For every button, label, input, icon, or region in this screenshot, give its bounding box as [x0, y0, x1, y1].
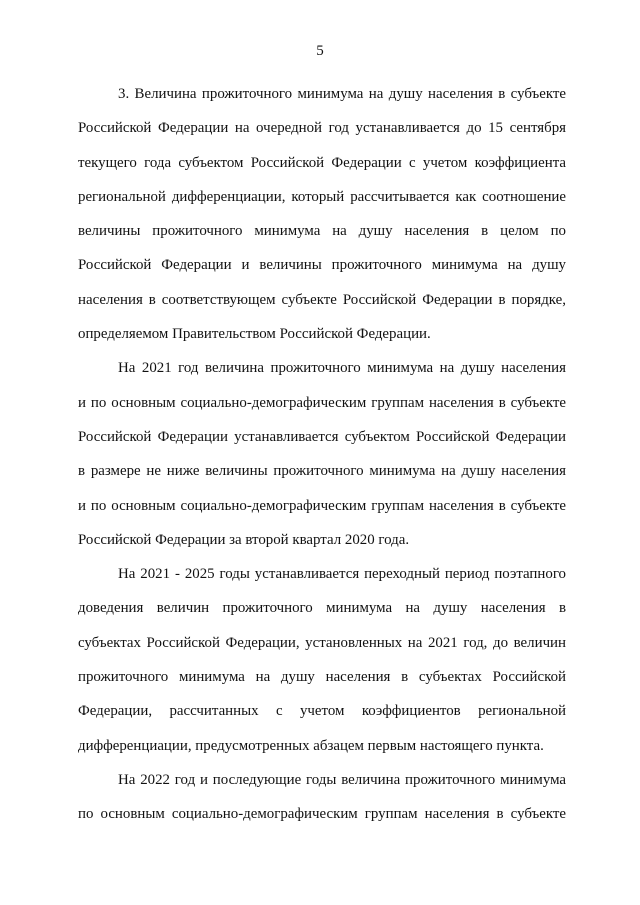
- page-number: 5: [316, 43, 324, 59]
- text-line: 3. Величина прожиточного минимума на душу населения в субъекте: [118, 86, 566, 102]
- text-line: Российской Федерации за второй квартал 2020 года.: [78, 531, 410, 548]
- text-line: в размере не ниже величины прожиточного минимума на душу населения: [78, 463, 566, 480]
- text-line: величины прожиточного минимума на душу населения в целом по: [78, 223, 566, 240]
- text-line: субъектах Российской Федерации, установленных на 2021 год, до величин: [78, 634, 566, 651]
- text-line: Федерации, рассчитанных с учетом коэффициентов региональной: [78, 703, 566, 720]
- text-line: Российской Федерации устанавливается субъектом Российской Федерации: [78, 428, 566, 445]
- paragraph-3: [78, 557, 566, 763]
- text-line: текущего года субъектом Российской Федерации с учетом коэффициента: [78, 154, 566, 171]
- text-line: и по основным социально-демографическим группам населения в субъекте: [78, 497, 566, 514]
- text-line: по основным социально-демографическим группам населения в субъекте: [78, 806, 566, 823]
- paragraph-1: [78, 77, 566, 351]
- text-line: прожиточного минимума на душу населения в субъектах Российской: [78, 669, 566, 686]
- text-line: На 2021 - 2025 годы устанавливается переходный период поэтапного: [118, 566, 566, 583]
- text-line: дифференциации, предусмотренных абзацем первым настоящего пункта.: [78, 737, 544, 754]
- text-line: и по основным социально-демографическим группам населения в субъекте: [78, 394, 566, 411]
- text-line: населения в соответствующем субъекте Российской Федерации в порядке,: [78, 291, 566, 308]
- text-line: Российской Федерации и величины прожиточного минимума на душу: [78, 257, 566, 274]
- text-line: региональной дифференциации, который рассчитывается как соотношение: [78, 188, 566, 205]
- paragraph-4: [78, 763, 566, 832]
- text-line: На 2022 год и последующие годы величина прожиточного минимума: [118, 771, 566, 788]
- text-line: На 2021 год величина прожиточного минимума на душу населения: [118, 360, 566, 377]
- text-line: доведения величин прожиточного минимума на душу населения в: [78, 600, 566, 617]
- paragraph-2: [78, 351, 566, 557]
- text-line: определяемом Правительством Российской Федерации.: [78, 326, 431, 343]
- document-body: [78, 77, 566, 832]
- text-line: Российской Федерации на очередной год устанавливается до 15 сентября: [78, 120, 566, 137]
